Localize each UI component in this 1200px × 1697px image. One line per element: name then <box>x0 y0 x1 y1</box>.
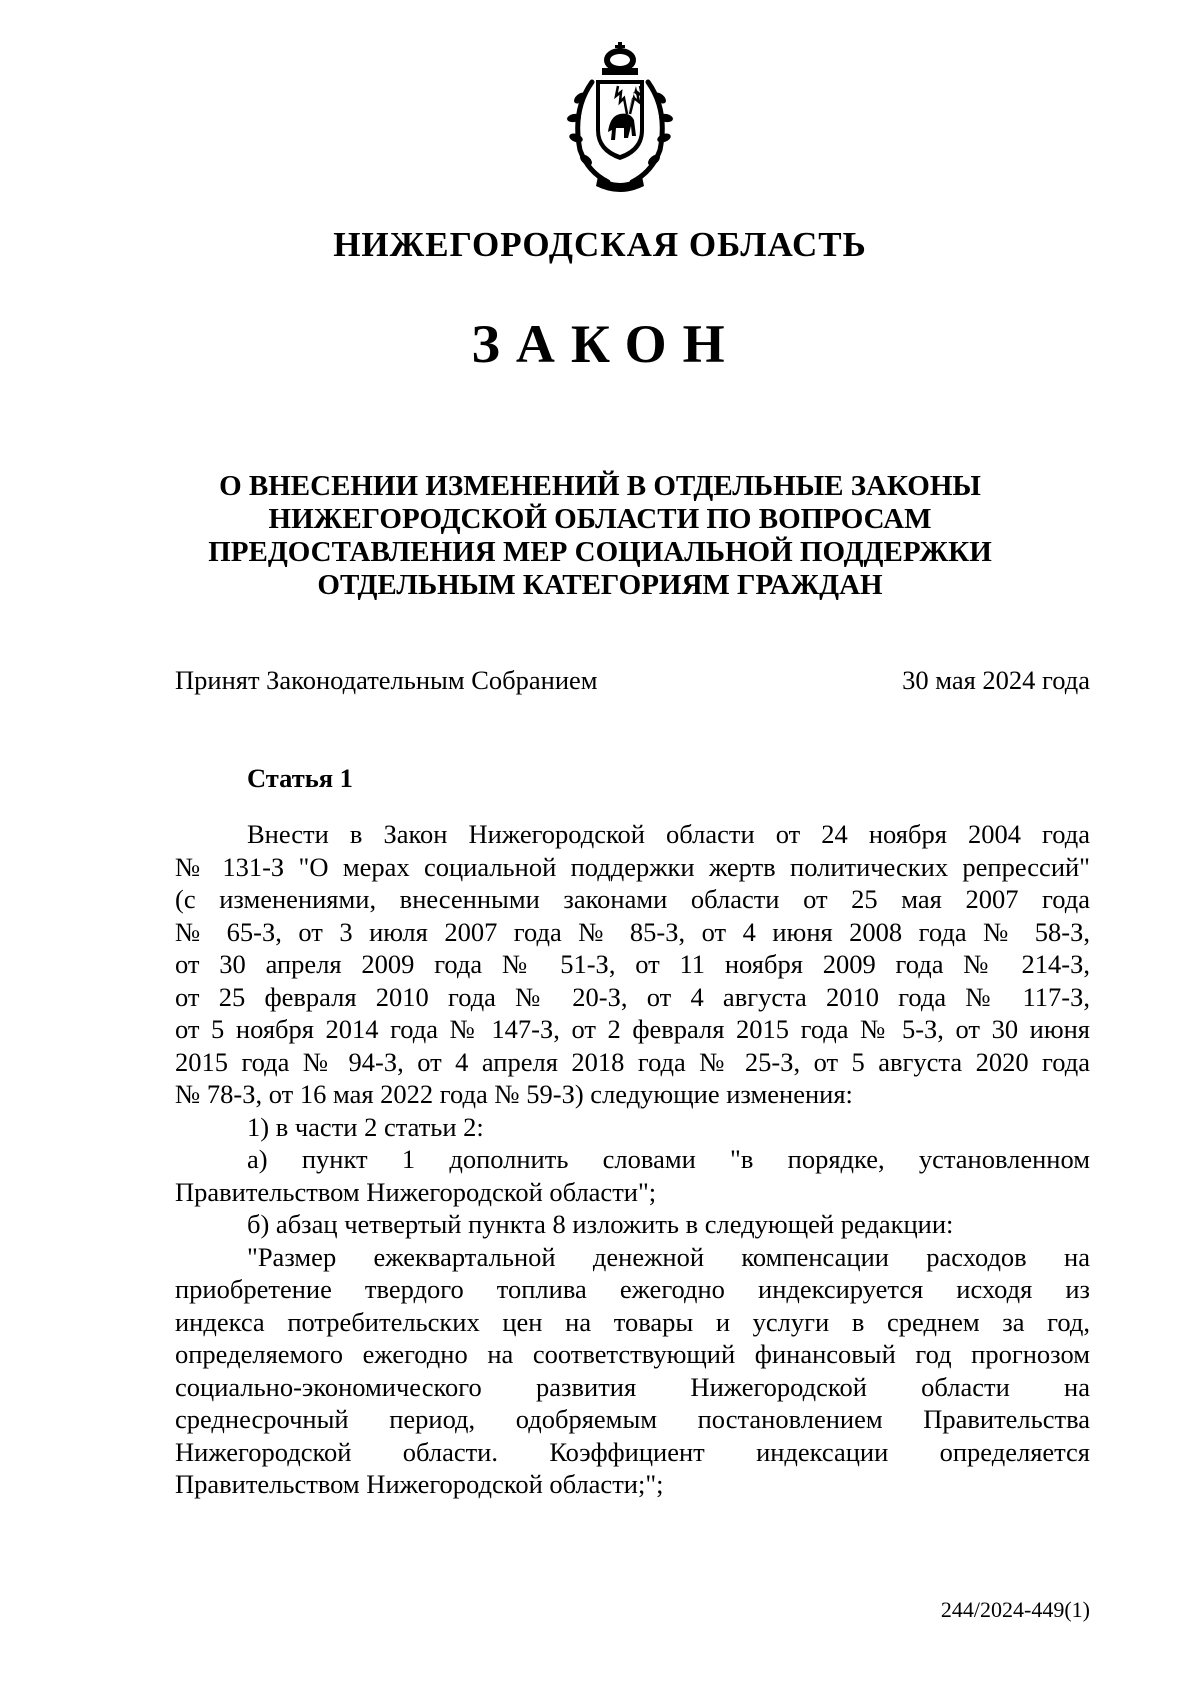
body-line: от 25 февраля 2010 года № 20-З, от 4 августа 2010 года № 117-З, <box>175 981 1090 1012</box>
body-line: Нижегородской области. Коэффициент индексации определяется <box>175 1436 1090 1467</box>
body-line: 1) в части 2 статьи 2: <box>247 1111 484 1142</box>
body-line: от 5 ноября 2014 года № 147-З, от 2 февраля 2015 года № 5-З, от 30 июня <box>175 1014 1090 1044</box>
body-line: № 78-З, от 16 мая 2022 года № 59-З) следующие изменения: <box>175 1079 853 1109</box>
adoption-row <box>175 665 1090 701</box>
body-line: среднесрочный период, одобряемым постановлением Правительства <box>175 1404 1090 1434</box>
law-subject-heading <box>100 470 1100 602</box>
law-subject-line: ОТДЕЛЬНЫМ КАТЕГОРИЯМ ГРАЖДАН <box>317 569 883 601</box>
body-line: а) пункт 1 дополнить словами "в порядке, установленном <box>247 1144 1090 1174</box>
body-line: № 65-З, от 3 июля 2007 года № 85-З, от 4 июня 2008 года № 58-З, <box>175 916 1090 947</box>
document-type-title: ЗАКОН <box>471 314 741 374</box>
law-subject-line: ПРЕДОСТАВЛЕНИЯ МЕР СОЦИАЛЬНОЙ ПОДДЕРЖКИ <box>208 536 992 568</box>
body-line: № 131-З "О мерах социальной поддержки жертв политических репрессий" <box>175 851 1090 882</box>
body-line: индекса потребительских цен на товары и услуги в среднем за год, <box>175 1306 1090 1337</box>
body-line: Правительством Нижегородской области"; <box>175 1176 657 1207</box>
law-subject-line: НИЖЕГОРОДСКОЙ ОБЛАСТИ ПО ВОПРОСАМ <box>268 503 932 535</box>
body-line: определяемого ежегодно на соответствующий финансовый год прогнозом <box>175 1339 1090 1369</box>
body-line: от 30 апреля 2009 года № 51-З, от 11 ноября 2009 года № 214-З, <box>175 949 1090 979</box>
body-line: социально-экономического развития Нижегородской области на <box>175 1371 1090 1402</box>
body-line: "Размер ежеквартальной денежной компенсации расходов на <box>247 1241 1090 1272</box>
article-heading: Статья 1 <box>247 763 353 793</box>
law-subject-line: О ВНЕСЕНИИ ИЗМЕНЕНИЙ В ОТДЕЛЬНЫЕ ЗАКОНЫ <box>219 470 981 502</box>
coat-of-arms-emblem <box>558 40 682 192</box>
adoption-date: 30 мая 2024 года <box>902 665 1090 695</box>
body-line: 2015 года № 94-З, от 4 апреля 2018 года № 25-З, от 5 августа 2020 года <box>175 1046 1090 1077</box>
body-line: (с изменениями, внесенными законами области от 25 мая 2007 года <box>175 884 1090 914</box>
region-title: НИЖЕГОРОДСКАЯ ОБЛАСТЬ <box>333 225 867 264</box>
body-line: Внести в Закон Нижегородской области от 24 ноября 2004 года <box>247 819 1090 849</box>
adopted-by-text: Принят Законодательным Собранием <box>175 665 598 695</box>
body-line: приобретение твердого топлива ежегодно индексируется исходя из <box>175 1274 1090 1304</box>
document-number: 244/2024-449(1) <box>940 1597 1090 1622</box>
article-body <box>175 818 1090 1501</box>
body-line: Правительством Нижегородской области;"; <box>175 1469 664 1499</box>
body-line: б) абзац четвертый пункта 8 изложить в следующей редакции: <box>247 1209 954 1239</box>
